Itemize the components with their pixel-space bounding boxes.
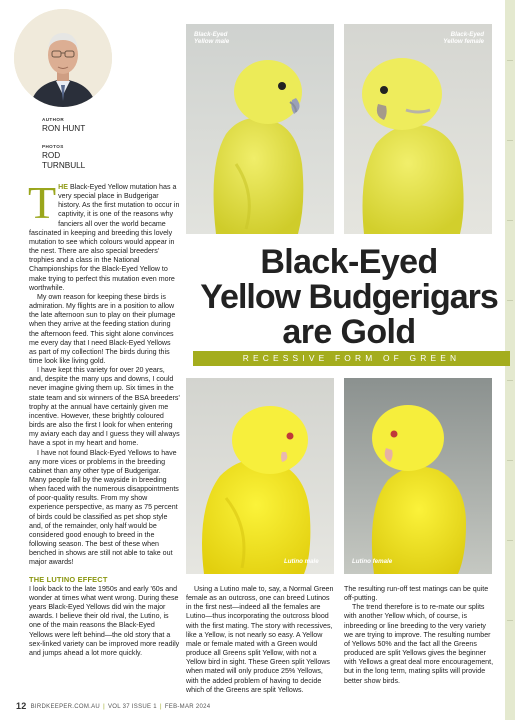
paragraph-4: I have not found Black-Eyed Yellows to have any more vices or problems in the breeding cabinet than any other type of Budgerigar. Many people fall by the wayside in breeding when faced with the numerous disappointments of poor-quality results. From my show experience perspective, as many as 75 percent of birds could be classified as pet shop style and, of the remainder, only half would be considered good enough to breed in the following season. The best of these when benched in shows are still not able to take out major awards! (29, 448, 179, 567)
photo-lutino-female (344, 378, 492, 574)
intro-lead: HE (58, 183, 68, 191)
caption-1-line2: Yellow male (194, 38, 230, 46)
footer-separator: | (159, 704, 162, 710)
page-number: 12 (16, 701, 27, 711)
photos-credit (42, 144, 102, 170)
footer-separator: | (103, 704, 105, 710)
footer-date: FEB-MAR 2024 (164, 704, 211, 710)
paragraph-8: The trend therefore is to re-mate our splits with another Yellow which, of course, is inbreeding or line breeding to the very variety we are trying to improve. The resulting number of Yellows 50% and the fact all the Greens produced are split Yellows gives the beginner with Yellows a great deal more encouragement, but in the long term, mating splits will provide better show birds. (344, 603, 494, 685)
author-name: RON HUNT (42, 124, 86, 133)
caption-2-line1: Black-Eyed (450, 31, 484, 38)
paragraph-7: The resulting run-off test matings can be quite off-putting. (344, 585, 489, 603)
author-credit (42, 117, 102, 134)
photographer-name-line2: TURNBULL (42, 160, 86, 170)
caption-1-line1: Black-Eyed (194, 31, 228, 38)
article-column-3 (344, 585, 494, 686)
author-avatar (14, 9, 112, 107)
photos-role: PHOTOS (42, 144, 64, 149)
title-line-1: Black-Eyed (260, 243, 438, 281)
title-line-2: Yellow Budgerigars (200, 278, 498, 316)
paragraph-5: I look back to the late 1950s and early '60s and wonder at times what went wrong. During these years Black-Eyed Yellows did win the major awards. I believe their old rival, the Lutino, is one of the main reasons the Black-Eyed Yellows were left behind—the old story that a sex-linked variety can be improved more readily and jumps ahead a lot more quickly. (29, 584, 180, 657)
drop-cap: T (28, 177, 57, 228)
subtitle-banner: RECESSIVE FORM OF GREEN (193, 351, 510, 366)
photo-caption-3: Lutino male (284, 558, 319, 565)
photographer-name-line1: ROD (42, 151, 61, 160)
photo-caption-1 (194, 31, 229, 46)
author-role: AUTHOR (42, 117, 65, 122)
photo-black-eyed-yellow-female (344, 24, 492, 234)
article-column-2 (186, 585, 336, 695)
paragraph-6: Using a Lutino male to, say, a Normal Green female as an outcross, one can breed Lutinos in the first nest—indeed all the females are Lutino—thus incorporating the outcross blood with the first mating. The story with recessives, like a Yellow, is not nearly so easy. A Yellow male or female mated with a Green would produce all Greens split Yellow, with not a Yellow bird in sight. These Green split Yellows when mated will only produce 25% Yellows, with the added problem of having to decide which of the Greens are split Yellows. (186, 585, 334, 694)
article-column-1 (28, 177, 180, 658)
photo-black-eyed-yellow-male (186, 24, 334, 234)
footer-site: BIRDKEEPER.COM.AU (30, 704, 101, 710)
intro-paragraph (28, 177, 180, 293)
paragraph-2: My own reason for keeping these birds is admiration. My flights are in a position to allow the late afternoon sun to play on their plumage when they arrive at the feeding station during the afternoon feed. This sight alone convinces me every day that I need Black-Eyed Yellows as part of my collection! The birds during this time look like living gold. (29, 292, 176, 365)
title-line-3: are Gold (282, 313, 416, 351)
page-footer (16, 701, 210, 711)
photo-lutino-male (186, 378, 334, 574)
paragraph-3: I have kept this variety for over 20 years, and, despite the many ups and downs, I could never imagine giving them up. Six times in the state team and six winners of the BSA breeders' trophy at the annual have certainly given me incentive. However, these brightly coloured birds are also the first I look for when entering my aviary each day and I guess they will always have a spot in my heart and home. (29, 366, 180, 448)
article-title (186, 245, 512, 350)
intro-text: Black-Eyed Yellow mutation has a very special place in Budgerigar history. As the first mutation to occur in captivity, it is one of the reasons why fanciers all over the world became fascinated in keeping and breeding this lovely mutation to see which colours would appear in the nest. There are also special breeders' trophies and a class in the National Championships for the Black-Eyed Yellow to make trying to perfect this mutation even more worthwhile. (29, 183, 180, 292)
photo-caption-2 (443, 31, 484, 46)
photo-caption-4: Lutino female (352, 558, 393, 565)
caption-2-line2: Yellow female (443, 38, 484, 46)
section-heading: THE LUTINO EFFECT (29, 574, 108, 584)
footer-issue: VOL 37 ISSUE 1 (107, 704, 157, 710)
